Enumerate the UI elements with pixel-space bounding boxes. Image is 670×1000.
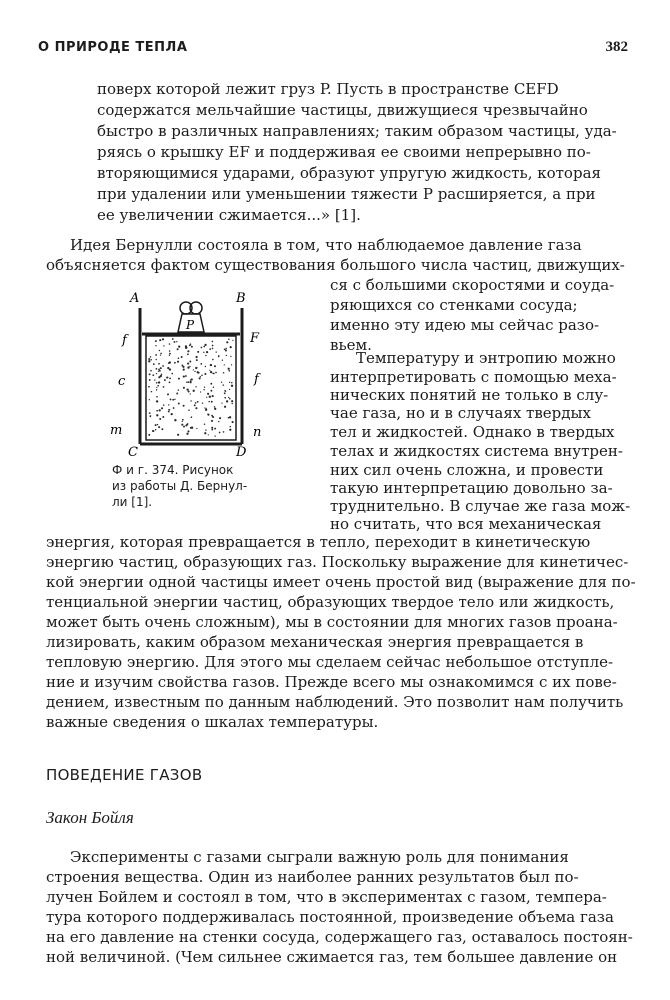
- gas-particle: [178, 345, 180, 347]
- gas-particle: [209, 370, 210, 371]
- gas-particle: [159, 350, 160, 351]
- gas-particle: [183, 405, 185, 407]
- gas-particle: [172, 399, 174, 401]
- gas-particle: [223, 384, 224, 385]
- label-D: D: [236, 445, 247, 460]
- gas-particle: [156, 389, 157, 390]
- gas-particle: [161, 407, 163, 409]
- gas-particle: [174, 399, 175, 400]
- gas-particle: [205, 355, 206, 356]
- gas-particle: [167, 368, 169, 370]
- gas-particle: [154, 379, 155, 380]
- gas-particle: [196, 367, 197, 368]
- gas-particle: [204, 423, 205, 424]
- body-line: интерпретировать с помощью меха-: [330, 368, 617, 386]
- caption-line: ли [1].: [112, 495, 153, 509]
- gas-particle: [187, 366, 189, 368]
- body-line: нических понятий не только в слу-: [330, 386, 609, 404]
- gas-particle: [229, 429, 231, 431]
- bernoulli-vessel-diagram: [106, 286, 316, 466]
- gas-particle: [163, 386, 165, 388]
- gas-particle: [194, 404, 196, 406]
- gas-particle: [218, 356, 220, 358]
- gas-particle: [188, 381, 190, 383]
- gas-particle: [155, 424, 157, 426]
- quote-line: ряясь о крышку EF и поддерживая ее своими непрерывно по-: [97, 143, 591, 161]
- gas-particle: [168, 404, 169, 405]
- label-n: n: [253, 425, 262, 440]
- gas-particle: [196, 356, 198, 358]
- gas-particle: [183, 376, 185, 378]
- gas-particle: [156, 368, 158, 370]
- gas-particle: [210, 371, 212, 373]
- gas-particle: [156, 396, 158, 398]
- section-body-line: строения вещества. Один из наиболее ранних результатов был по-: [46, 868, 579, 886]
- gas-particle: [209, 396, 211, 398]
- gas-particle: [187, 363, 189, 365]
- gas-particle: [186, 433, 188, 435]
- gas-particle: [228, 397, 229, 398]
- gas-particle: [212, 348, 214, 350]
- body-line: может быть очень сложным), мы в состоянии для многих газов проана-: [46, 613, 618, 631]
- section-body-line: Эксперименты с газами сыграли важную роль для понимания: [70, 848, 569, 866]
- quote-line: содержатся мельчайшие частицы, движущиеся чрезвычайно: [97, 101, 588, 119]
- gas-particle: [156, 410, 158, 412]
- gas-particle: [191, 416, 193, 418]
- gas-particle: [197, 351, 199, 353]
- gas-particle: [160, 375, 162, 377]
- gas-particle: [160, 355, 161, 356]
- body-line: именно эту идею мы сейчас разо-: [330, 316, 600, 334]
- gas-particle: [225, 348, 226, 349]
- label-c: c: [118, 374, 126, 389]
- gas-particle: [224, 397, 226, 399]
- body-line: тел и жидкостей. Однако в твердых: [330, 423, 615, 441]
- gas-particle: [195, 386, 196, 387]
- gas-particle: [167, 377, 168, 378]
- gas-particle: [189, 345, 190, 346]
- gas-particle: [150, 359, 152, 361]
- gas-particle: [178, 403, 180, 405]
- gas-particle: [183, 426, 185, 428]
- body-line: кой энергии одной частицы имеет очень простой вид (выражение для по-: [46, 573, 636, 591]
- gas-particle: [212, 373, 214, 375]
- caption-line: из работы Д. Бернул-: [112, 479, 248, 493]
- gas-particle: [160, 353, 162, 355]
- body-line: ряющихся со стенками сосуда;: [330, 296, 578, 314]
- gas-particle: [148, 434, 150, 436]
- gas-particle: [229, 389, 230, 390]
- gas-particle: [200, 363, 202, 365]
- gas-particle: [158, 369, 160, 371]
- gas-particle: [159, 339, 161, 341]
- quote-line: ее увеличении сжимается...» [1].: [97, 206, 361, 224]
- gas-particle: [171, 413, 173, 415]
- gas-particle: [158, 381, 160, 383]
- gas-particle: [187, 423, 188, 424]
- gas-particle: [232, 340, 233, 341]
- gas-particle: [169, 343, 171, 345]
- gas-particle: [216, 351, 217, 352]
- gas-particle: [195, 407, 197, 409]
- body-line: объясняется фактом существования большого числа частиц, движущих-: [46, 256, 625, 274]
- gas-particle: [148, 358, 150, 360]
- gas-particle: [167, 393, 169, 395]
- gas-particle: [204, 407, 205, 408]
- gas-particle: [208, 401, 210, 403]
- body-line: Идея Бернулли состояла в том, что наблюдаемое давление газа: [70, 236, 582, 254]
- gas-particle: [185, 424, 187, 426]
- body-line: вьем.: [330, 336, 372, 354]
- gas-particle: [173, 407, 175, 409]
- quote-line: поверх которой лежит груз P. Пусть в пространстве CEFD: [97, 80, 559, 98]
- gas-particle: [196, 359, 198, 361]
- gas-particle: [189, 361, 191, 363]
- gas-particle: [232, 421, 234, 423]
- gas-particle: [191, 378, 193, 380]
- gas-particle: [203, 389, 204, 390]
- gas-particle: [211, 427, 213, 429]
- gas-particle: [191, 427, 193, 429]
- gas-particle: [156, 400, 158, 402]
- gas-particle: [224, 364, 225, 365]
- quote-line: быстро в различных направлениях; таким образом частицы, уда-: [97, 122, 617, 140]
- section-body-line: ной величиной. (Чем сильнее сжимается газ, тем большее давление он: [46, 948, 618, 966]
- gas-particle: [226, 400, 228, 402]
- gas-particle: [207, 393, 209, 395]
- gas-particle: [177, 434, 179, 436]
- gas-particle: [213, 387, 214, 388]
- gas-particle: [212, 395, 214, 397]
- gas-particle: [149, 373, 151, 375]
- gas-particle: [214, 365, 216, 367]
- gas-particle: [178, 389, 179, 390]
- gas-particle: [225, 349, 227, 351]
- gas-particle: [150, 370, 152, 372]
- gas-particles: [148, 338, 234, 437]
- gas-particle: [197, 401, 199, 403]
- gas-particle: [185, 345, 187, 347]
- body-line: телах и жидкостях система внутрен-: [330, 442, 623, 460]
- gas-particle: [211, 420, 213, 422]
- gas-particle: [169, 355, 170, 356]
- gas-particle: [190, 393, 191, 394]
- body-line: них сил очень сложна, и провести: [330, 461, 604, 479]
- gas-particle: [169, 377, 171, 379]
- gas-particle: [174, 419, 176, 421]
- gas-particle: [229, 382, 230, 383]
- gas-particle: [174, 362, 176, 364]
- body-line: важные сведения о шкалах температуры.: [46, 713, 379, 731]
- label-f-right: f: [254, 372, 259, 387]
- gas-particle: [155, 429, 156, 430]
- body-line: ние и изучим свойства газов. Прежде всего мы ознакомимся с их пове-: [46, 673, 617, 691]
- quote-line: при удалении или уменьшении тяжести P расширяется, а при: [97, 185, 596, 203]
- gas-particle: [210, 383, 212, 385]
- gas-particle: [208, 434, 209, 435]
- gas-particle: [183, 369, 185, 371]
- gas-particle: [194, 371, 195, 372]
- gas-particle: [206, 351, 208, 353]
- gas-particle: [155, 354, 157, 356]
- gas-particle: [225, 390, 227, 392]
- gas-particle: [226, 355, 227, 356]
- label-C: C: [128, 445, 138, 460]
- gas-particle: [205, 409, 207, 411]
- gas-particle: [191, 346, 193, 348]
- body-line: труднительно. В случае же газа мож-: [330, 497, 631, 515]
- gas-region: [146, 336, 236, 440]
- body-line: такую интерпретацию довольно за-: [330, 479, 613, 497]
- gas-particle: [181, 365, 183, 367]
- gas-particle: [204, 432, 206, 434]
- gas-particle: [168, 362, 170, 364]
- gas-particle: [211, 429, 213, 431]
- gas-particle: [187, 430, 189, 432]
- label-m: m: [110, 423, 123, 438]
- gas-particle: [186, 381, 188, 383]
- gas-particle: [215, 372, 217, 374]
- gas-particle: [158, 363, 160, 365]
- gas-particle: [214, 406, 215, 407]
- body-line: тепловую энергию. Для этого мы сделаем сейчас небольшое отступле-: [46, 653, 614, 671]
- body-line: энергию частиц, образующих газ. Поскольку выражение для кинетичес-: [46, 553, 629, 571]
- gas-particle: [229, 398, 231, 400]
- gas-particle: [168, 409, 170, 411]
- gas-particle: [200, 376, 201, 377]
- gas-particle: [207, 414, 209, 416]
- gas-particle: [176, 393, 178, 395]
- body-line: Температуру и энтропию можно: [356, 349, 616, 367]
- gas-particle: [203, 352, 204, 353]
- gas-particle: [212, 345, 214, 347]
- gas-particle: [201, 347, 203, 349]
- gas-particle: [152, 430, 154, 432]
- gas-particle: [205, 366, 206, 367]
- gas-particle: [150, 416, 151, 417]
- gas-particle: [223, 372, 225, 374]
- body-line: чае газа, но и в случаях твердых: [330, 404, 591, 422]
- label-A: A: [130, 291, 140, 306]
- gas-particle: [164, 379, 166, 381]
- gas-particle: [170, 399, 171, 400]
- body-line: ся с большими скоростями и соуда-: [330, 276, 615, 294]
- figure-374: [106, 286, 316, 509]
- section-body-line: на его давление на стенки сосуда, содержащего газ, оставалось постоян-: [46, 928, 633, 946]
- gas-particle: [178, 357, 180, 359]
- gas-particle: [158, 371, 159, 372]
- page-number: 382: [605, 39, 628, 55]
- section-body-line: лучен Бойлем и состоял в том, что в экспериментах с газом, темпера-: [46, 888, 607, 906]
- gas-particle: [195, 402, 197, 404]
- gas-particle: [169, 382, 171, 384]
- gas-particle: [155, 345, 156, 346]
- gas-particle: [221, 382, 222, 383]
- gas-particle: [159, 370, 161, 372]
- gas-particle: [228, 338, 230, 340]
- gas-particle: [202, 402, 203, 403]
- gas-particle: [168, 411, 170, 413]
- gas-particle: [151, 391, 153, 393]
- gas-particle: [174, 341, 176, 343]
- gas-particle: [152, 374, 154, 376]
- gas-particle: [187, 353, 189, 355]
- gas-particle: [190, 381, 192, 383]
- gas-particle: [228, 370, 230, 372]
- gas-particle: [223, 431, 225, 433]
- gas-particle: [229, 416, 231, 418]
- gas-particle: [204, 373, 206, 375]
- gas-particle: [181, 356, 183, 358]
- gas-particle: [162, 338, 164, 340]
- gas-particle: [176, 341, 177, 342]
- section-heading: ПОВЕДЕНИЕ ГАЗОВ: [46, 766, 203, 784]
- gas-particle: [219, 417, 221, 419]
- gas-particle: [161, 374, 163, 376]
- gas-particle: [155, 340, 157, 342]
- gas-particle: [210, 364, 212, 366]
- gas-particle: [221, 403, 222, 404]
- gas-particle: [230, 356, 231, 357]
- gas-particle: [172, 338, 174, 340]
- caption-line: Ф и г. 374. Рисунок: [112, 463, 234, 477]
- gas-particle: [218, 421, 219, 422]
- gas-particle: [231, 385, 233, 387]
- label-f-left: f: [122, 333, 127, 348]
- gas-particle: [177, 348, 179, 350]
- gas-particle: [197, 371, 199, 373]
- gas-particle: [178, 378, 180, 380]
- gas-particle: [206, 397, 207, 398]
- gas-particle: [169, 353, 171, 355]
- gas-particle: [156, 373, 157, 374]
- gas-particle: [211, 401, 213, 403]
- gas-particle: [209, 348, 211, 350]
- gas-particle: [212, 359, 214, 361]
- gas-particle: [230, 346, 232, 348]
- section-body-line: тура которого поддерживалась постоянной, произведение объема газа: [46, 908, 614, 926]
- gas-particle: [150, 356, 152, 358]
- gas-particle: [159, 409, 161, 411]
- gas-particle: [163, 345, 164, 346]
- gas-particle: [171, 373, 173, 375]
- body-line: энергия, которая превращается в тепло, переходит в кинетическую: [46, 533, 591, 551]
- body-line: лизировать, каким образом механическая энергия превращается в: [46, 633, 584, 651]
- gas-particle: [226, 341, 228, 343]
- gas-particle: [224, 392, 226, 394]
- gas-particle: [182, 419, 184, 421]
- gas-particle: [162, 365, 164, 367]
- gas-particle: [212, 416, 214, 418]
- gas-particle: [156, 387, 157, 388]
- gas-particle: [222, 360, 223, 361]
- gas-particle: [161, 428, 163, 430]
- gas-particle: [204, 387, 205, 388]
- label-F-right: F: [250, 331, 260, 346]
- gas-particle: [204, 344, 206, 346]
- gas-particle: [190, 400, 191, 401]
- gas-particle: [181, 424, 183, 426]
- gas-particle: [149, 379, 151, 381]
- gas-particle: [156, 359, 157, 360]
- gas-particle: [169, 350, 171, 352]
- gas-particle: [214, 428, 216, 430]
- body-line: тенциальной энергии частиц, образующих твердое тело или жидкость,: [46, 593, 615, 611]
- gas-particle: [200, 391, 201, 392]
- body-line: дением, известным по данным наблюдений. Это позволит нам получить: [46, 693, 624, 711]
- gas-particle: [199, 377, 201, 379]
- gas-particle: [210, 390, 212, 392]
- gas-particle: [156, 414, 158, 416]
- gas-particle: [231, 364, 232, 365]
- gas-particle: [162, 416, 164, 418]
- gas-particle: [201, 375, 203, 377]
- gas-particle: [232, 403, 233, 404]
- gas-particle: [183, 387, 185, 389]
- gas-particle: [224, 406, 226, 408]
- gas-particle: [160, 367, 162, 369]
- gas-particle: [203, 346, 205, 348]
- gas-particle: [188, 409, 190, 411]
- gas-particle: [193, 390, 195, 392]
- gas-particle: [182, 421, 183, 422]
- gas-particle: [196, 428, 197, 429]
- gas-particle: [177, 361, 179, 363]
- gas-particle: [193, 369, 194, 370]
- gas-particle: [187, 350, 189, 352]
- body-line: но считать, что вся механическая: [330, 515, 602, 533]
- gas-particle: [148, 386, 150, 388]
- quote-line: вторяющимися ударами, образуют упругую жидкость, которая: [97, 164, 601, 182]
- running-title: О ПРИРОДЕ ТЕПЛА: [38, 40, 188, 55]
- gas-particle: [158, 426, 160, 428]
- gas-particle: [156, 382, 158, 384]
- gas-particle: [188, 390, 190, 392]
- gas-particle: [149, 399, 150, 400]
- gas-particle: [169, 368, 171, 370]
- gas-particle: [228, 368, 230, 370]
- figure-caption: [112, 462, 312, 510]
- gas-particle: [231, 400, 233, 402]
- gas-particle: [212, 341, 214, 343]
- gas-particle: [157, 424, 158, 425]
- gas-particle: [214, 408, 216, 410]
- section-subheading: Закон Бойля: [46, 808, 134, 827]
- gas-particle: [205, 429, 206, 430]
- label-P: P: [186, 318, 195, 332]
- gas-particle: [153, 363, 155, 365]
- label-B: B: [236, 291, 246, 306]
- gas-particle: [219, 432, 221, 434]
- gas-particle: [157, 385, 159, 387]
- gas-particle: [231, 382, 232, 383]
- gas-particle: [159, 418, 161, 420]
- gas-particle: [185, 375, 187, 377]
- gas-particle: [189, 366, 190, 367]
- gas-particle: [186, 388, 188, 390]
- gas-particle: [148, 360, 150, 362]
- gas-particle: [163, 404, 165, 406]
- gas-particle: [149, 412, 151, 414]
- gas-particle: [230, 426, 231, 427]
- gas-particle: [214, 435, 215, 436]
